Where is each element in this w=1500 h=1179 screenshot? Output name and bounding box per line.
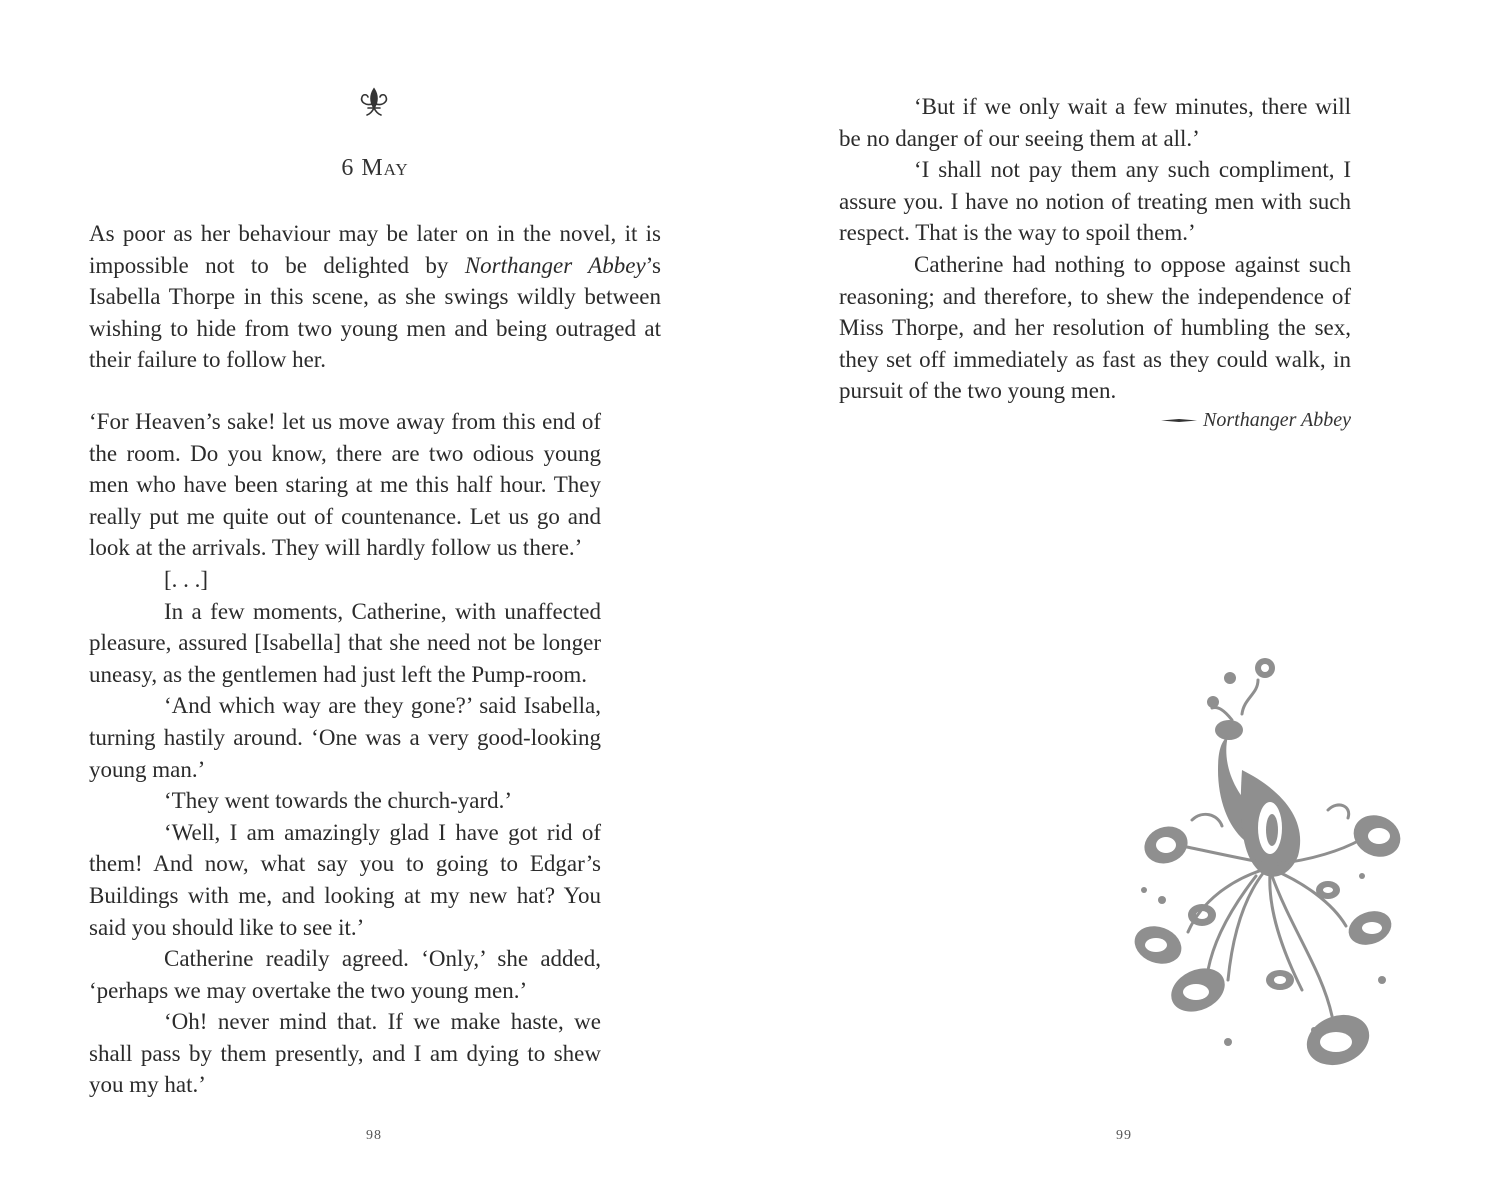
date-month: May (361, 155, 409, 181)
intro-book-title: Northanger Abbey (464, 252, 646, 278)
excerpt-ellipsis: [. . .] (164, 566, 209, 592)
novel-excerpt (89, 406, 601, 1101)
source-attribution (1161, 409, 1351, 432)
date-number: 6 (341, 155, 355, 181)
intro-text-start: As poor as her behaviour may be later on in the novel, it is impossible not to be delighted by (89, 221, 661, 278)
excerpt-paragraph: ‘I shall not pay them any such compliment, I assure you. I have no notion of treating men with such respect. That is the way to spoil them.’ (839, 157, 1351, 246)
attribution-title: Northanger Abbey (1203, 409, 1351, 431)
excerpt-continued (839, 91, 1351, 407)
excerpt-paragraph: Catherine had nothing to oppose against such reasoning; and therefore, to shew the independence of Miss Thorpe, and her resolution of humbling the sex, they set off immediately as fast as they could walk, in pursuit of the two young men. (839, 251, 1351, 404)
date-heading (0, 155, 750, 182)
intro-paragraph (89, 218, 661, 376)
intro-text-end: ’s Isabella Thorpe in this scene, as she swings wildly between wishing to hide from two young men and being outraged at their failure to follow her. (89, 252, 661, 373)
page-number-left: 98 (366, 1128, 382, 1143)
excerpt-paragraph: ‘Well, I am amazingly glad I have got rid of them! And now, what say you to going to Edgar’s Buildings with me, and looking at my new hat? You said you should like to see it.’ (89, 819, 601, 940)
excerpt-paragraph: In a few moments, Catherine, with unaffected pleasure, assured [Isabella] that she need not be longer uneasy, as the gentlemen had just left the Pump-room. (89, 598, 601, 687)
excerpt-paragraph: ‘They went towards the church-yard.’ (164, 788, 513, 814)
attribution-dash (1161, 419, 1197, 422)
excerpt-paragraph: ‘For Heaven’s sake! let us move away from this end of the room. Do you know, there are two odious young men who have been staring at me this half hour. They really put me quite out of countenance. Let us go and look at the arrivals. They will hardly follow us there.’ (89, 409, 601, 561)
excerpt-paragraph: ‘And which way are they gone?’ said Isabella, turning hastily around. ‘One was a very good-looking young man.’ (89, 693, 601, 782)
fleur-de-lis-icon (356, 86, 392, 118)
page-number-right: 99 (1116, 1128, 1132, 1143)
right-page (750, 0, 1500, 1179)
excerpt-paragraph: Catherine readily agreed. ‘Only,’ she added, ‘perhaps we may overtake the two young men.’ (89, 946, 601, 1003)
excerpt-paragraph: ‘But if we only wait a few minutes, there will be no danger of our seeing them at all.’ (839, 94, 1351, 151)
excerpt-paragraph: ‘Oh! never mind that. If we make haste, we shall pass by them presently, and I am dying to shew you my hat.’ (89, 1009, 601, 1098)
peacock-illustration (1132, 650, 1407, 1100)
